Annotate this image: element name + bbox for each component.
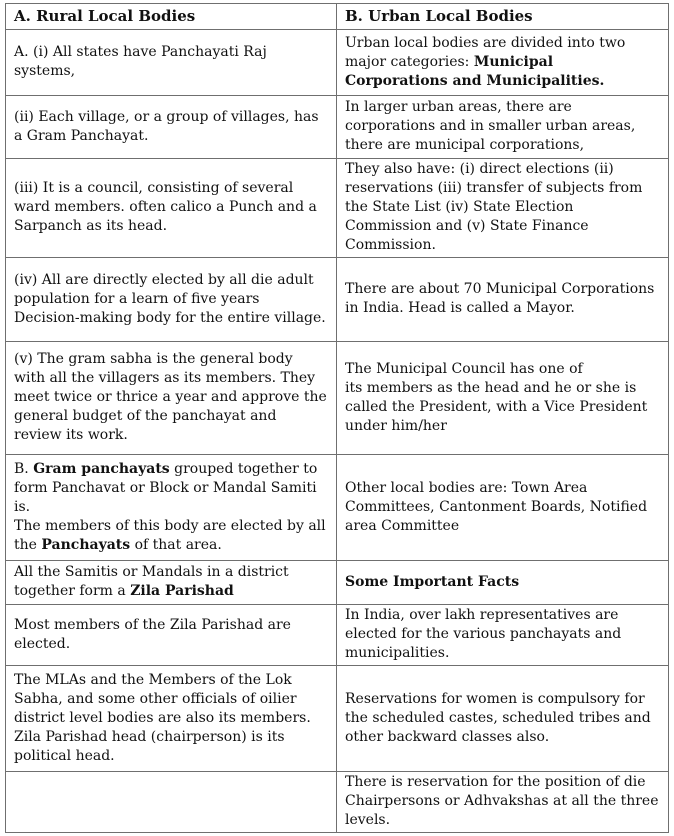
cell-bold-text: Gram panchayats <box>33 460 170 477</box>
cell-bold-text: Panchayats <box>41 536 131 553</box>
cell-text: Other local bodies are: Town Area Committees, Cantonment Boards, Notified area Committee <box>345 479 648 534</box>
rural-cell <box>6 455 337 561</box>
table-row <box>6 561 669 605</box>
rural-cell <box>6 258 337 342</box>
table-header-row <box>6 4 669 30</box>
cell-text: The MLAs and the Members of the Lok Sabha, and some other officials of oilier district level bodies are also its members. Zila Parishad head (chairperson) is its political head. <box>14 671 311 764</box>
urban-cell <box>337 772 669 833</box>
urban-cell <box>337 605 669 666</box>
urban-cell <box>337 30 669 96</box>
rural-cell <box>6 342 337 455</box>
urban-cell <box>337 666 669 772</box>
urban-cell <box>337 342 669 455</box>
table-row <box>6 258 669 342</box>
cell-text: Reservations for women is compulsory for the scheduled castes, scheduled tribes and other backward classes also. <box>345 690 651 745</box>
cell-text: of that area. <box>130 536 222 553</box>
urban-cell <box>337 258 669 342</box>
table-row <box>6 159 669 258</box>
cell-text: (iii) It is a council, consisting of several ward members. often calico a Punch and a Sarpanch as its head. <box>14 180 317 234</box>
cell-text: The members of this body are elected by all the <box>14 517 326 553</box>
table-row <box>6 666 669 772</box>
urban-cell <box>337 96 669 159</box>
rural-cell <box>6 159 337 258</box>
cell-text: (ii) Each village, or a group of villages, has a Gram Panchayat. <box>14 108 319 144</box>
cell-text: B. <box>14 460 34 477</box>
header-rural: A. Rural Local Bodies <box>6 4 337 30</box>
cell-text: There is reservation for the position of die Chairpersons or Adhvakshas at all the three levels. <box>345 774 659 828</box>
table-row <box>6 772 669 833</box>
cell-text-line: The Municipal Council has one of <box>345 360 583 377</box>
comparison-table <box>5 3 669 833</box>
cell-text: There are about 70 Municipal Corporations in India. Head is called a Mayor. <box>345 281 655 316</box>
cell-bold-text: Municipal Corporations and Municipalities. <box>345 53 605 89</box>
rural-cell <box>6 772 337 833</box>
cell-text: (v) The gram sabha is the general body with all the villagers as its members. They meet twice or thrice a year and approve the general budget of the panchayat and review its work. <box>14 351 327 443</box>
rural-cell <box>6 96 337 159</box>
urban-cell <box>337 159 669 258</box>
cell-bold-text: Zila Parishad <box>130 583 234 599</box>
cell-text: All the Samitis or Mandals in a district together form a <box>14 564 289 599</box>
cell-text: Urban local bodies are divided into two major categories: <box>345 34 626 70</box>
table-row <box>6 455 669 561</box>
section-heading: Some Important Facts <box>345 573 520 590</box>
urban-cell <box>337 561 669 605</box>
cell-text: In larger urban areas, there are corporations and in smaller urban areas, there are municipal corporations, <box>345 99 636 153</box>
table-row <box>6 30 669 96</box>
cell-text: Most members of the Zila Parishad are elected. <box>14 616 291 652</box>
rural-cell <box>6 561 337 605</box>
cell-text: A. (i) All states have Panchayati Raj systems, <box>14 44 267 79</box>
cell-text: grouped together to form Panchavat or Block or Mandal Samiti is. <box>14 460 318 515</box>
cell-text: (iv) All are directly elected by all die adult population for a learn of five years Decision-making body for the entire village. <box>14 271 326 326</box>
urban-cell <box>337 455 669 561</box>
header-urban: B. Urban Local Bodies <box>337 4 669 30</box>
table-row <box>6 605 669 666</box>
cell-text: They also have: (i) direct elections (ii) reservations (iii) transfer of subjects from the State List (iv) State Election Commission and (v) State Finance Commission. <box>345 161 643 253</box>
rural-cell <box>6 30 337 96</box>
cell-text: its members as the head and he or she is called the President, with a Vice President under him/her <box>345 379 648 434</box>
table-row <box>6 342 669 455</box>
cell-text: In India, over lakh representatives are elected for the various panchayats and municipalities. <box>345 607 622 661</box>
rural-cell <box>6 666 337 772</box>
rural-cell <box>6 605 337 666</box>
table-row <box>6 96 669 159</box>
